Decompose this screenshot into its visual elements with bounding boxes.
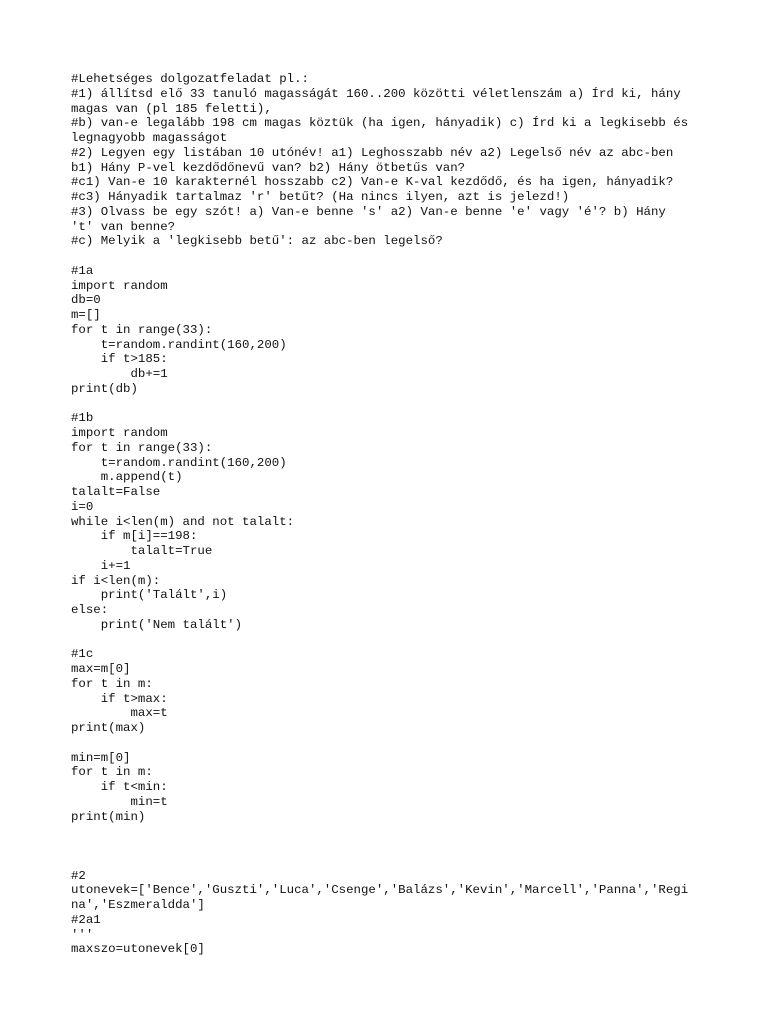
comment-line: #c1) Van-e 10 karakternél hosszabb c2) Van-e K-val kezdődő, és ha igen, hányadik?	[71, 175, 674, 190]
code-line: b1) Hány P-vel kezdődőnevű van? b2) Hány ötbetűs van?	[71, 160, 466, 175]
comment-line: #b) van-e legalább 198 cm magas köztük (ha igen, hányadik) c) Írd ki a legkisebb és	[71, 116, 689, 131]
code-line: i=0	[71, 499, 94, 514]
comment-line: #2) Legyen egy listában 10 utónév! a1) Leghosszabb név a2) Legelső név az abc-ben	[71, 145, 674, 160]
blank-line	[71, 839, 701, 854]
comment-line: #2a1	[71, 912, 101, 927]
blank-line	[71, 736, 701, 751]
code-line: 't' van benne?	[71, 219, 176, 234]
code-line: else:	[71, 603, 109, 617]
code-line: if m[i]==198:	[71, 529, 198, 544]
document-page	[71, 72, 701, 957]
code-line: max=m[0]	[71, 662, 131, 676]
code-line: na','Eszmeraldda']	[71, 898, 205, 912]
code-line: t=random.randint(160,200)	[71, 455, 287, 470]
code-line: i+=1	[71, 558, 131, 573]
comment-line: #c3) Hányadik tartalmaz 'r' betűt? (Ha nincs ilyen, azt is jelezd!)	[71, 190, 570, 204]
code-line: print(min)	[71, 809, 146, 824]
code-line: print(max)	[71, 721, 146, 735]
code-line: db=0	[71, 293, 101, 308]
comment-line: #1b	[71, 411, 94, 426]
blank-line	[71, 633, 701, 648]
code-line: for t in range(33):	[71, 440, 213, 455]
code-line: import random	[71, 426, 168, 440]
blank-line	[71, 854, 701, 869]
code-line: if t<min:	[71, 780, 168, 794]
blank-line	[71, 249, 701, 264]
comment-line: #c) Melyik a 'legkisebb betű': az abc-ben legelső?	[71, 234, 443, 249]
code-line: m.append(t)	[71, 470, 183, 485]
comment-line: #3) Olvass be egy szót! a) Van-e benne 's' a2) Van-e benne 'e' vagy 'é'? b) Hány	[71, 204, 666, 219]
code-line: talalt=True	[71, 544, 213, 558]
code-line: print('Talált',i)	[71, 588, 228, 603]
comment-line: #Lehetséges dolgozatfeladat pl.:	[71, 72, 309, 86]
code-line: m=[]	[71, 308, 101, 322]
code-line: legnagyobb magasságot	[71, 131, 228, 145]
code-line: import random	[71, 278, 168, 293]
code-line: for t in m:	[71, 765, 153, 780]
code-line: min=m[0]	[71, 750, 131, 765]
comment-line: #1c	[71, 647, 94, 662]
code-line: while i<len(m) and not talalt:	[71, 514, 295, 529]
comment-line: #2	[71, 868, 86, 883]
code-line: utonevek=['Bence','Guszti','Luca','Csenge','Balázs','Kevin','Marcell','Panna','Regi	[71, 883, 689, 898]
blank-line	[71, 397, 701, 412]
code-line: min=t	[71, 794, 168, 809]
code-line: max=t	[71, 706, 168, 721]
code-line: maxszo=utonevek[0]	[71, 942, 205, 957]
comment-line: #1) állítsd elő 33 tanuló magasságát 160..200 közötti véletlenszám a) Írd ki, hány	[71, 86, 681, 101]
code-line: talalt=False	[71, 485, 161, 499]
comment-line: #1a	[71, 263, 94, 278]
blank-line	[71, 824, 701, 839]
code-line: if t>185:	[71, 352, 168, 367]
code-line: for t in m:	[71, 676, 153, 691]
code-line: for t in range(33):	[71, 322, 213, 337]
code-line: magas van (pl 185 feletti),	[71, 101, 272, 116]
code-line: print('Nem talált')	[71, 617, 243, 632]
code-line: print(db)	[71, 381, 138, 396]
code-line: if t>max:	[71, 691, 168, 706]
code-line: '''	[71, 927, 94, 942]
code-line: t=random.randint(160,200)	[71, 337, 287, 352]
code-line: db+=1	[71, 367, 168, 381]
code-line: if i<len(m):	[71, 573, 161, 588]
